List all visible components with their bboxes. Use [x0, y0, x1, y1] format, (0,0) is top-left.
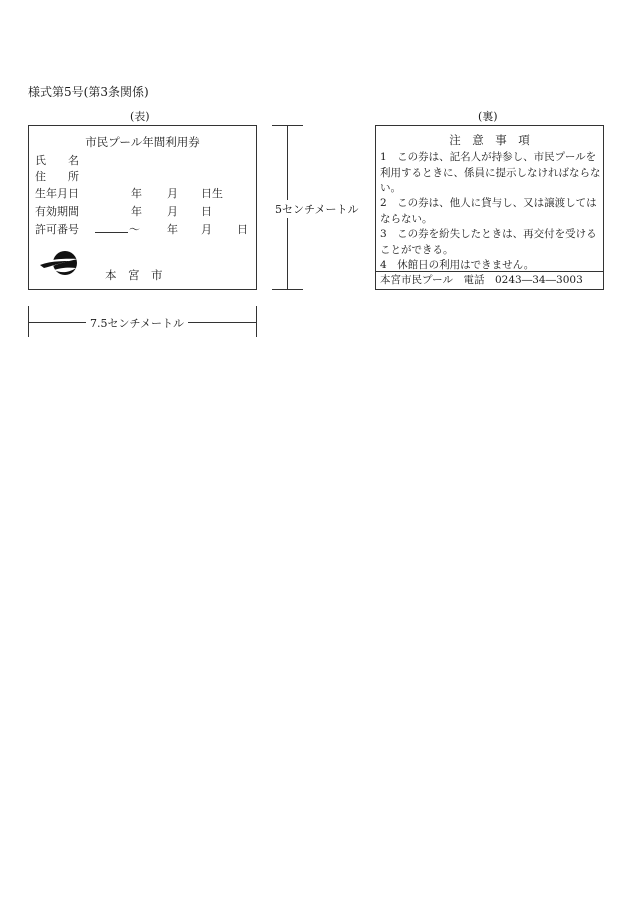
validity-label: 有効期間	[35, 205, 79, 218]
issuer-name: 本 宮 市	[105, 268, 163, 282]
permit-year: 年	[167, 223, 178, 236]
notice-2: 2 この券は、他人に貸与し、又は譲渡してはならない。	[380, 197, 597, 225]
back-card-title: 注 意 事 項	[449, 133, 530, 147]
validity-year: 年	[131, 205, 142, 218]
front-card-title: 市民プール年間利用券	[85, 135, 200, 149]
notice-1: 1 この券は、記名人が持参し、市民プールを利用するときに、係員に提示しなければならない。	[380, 151, 601, 194]
notice-3: 3 この券を紛失したときは、再交付を受けることができる。	[380, 228, 597, 256]
permit-number-blank	[95, 232, 128, 233]
width-dimension-label: 7.5センチメートル	[86, 315, 188, 331]
permit-month: 月	[201, 223, 212, 236]
birth-month: 月	[167, 187, 178, 200]
height-dimension-label: 5センチメートル	[275, 200, 359, 218]
birth-year: 年	[131, 187, 142, 200]
validity-month: 月	[167, 205, 178, 218]
permit-day: 日	[237, 223, 248, 236]
birth-day: 日生	[201, 187, 223, 200]
city-emblem-icon	[34, 248, 80, 280]
front-card	[28, 125, 257, 290]
notice-4: 4 休館日の利用はできません。	[380, 259, 535, 271]
address-label: 住 所	[35, 170, 79, 183]
back-side-label: (裏)	[478, 110, 498, 123]
back-card	[375, 125, 604, 290]
validity-day: 日	[201, 205, 212, 218]
front-side-label: (表)	[130, 110, 150, 123]
permit-label: 許可番号	[35, 223, 79, 236]
birth-label: 生年月日	[35, 187, 79, 200]
contact-line: 本宮市民プール 電話 0243―34―3003	[376, 271, 603, 289]
name-label: 氏 名	[35, 154, 79, 167]
permit-tilde: ～	[129, 223, 140, 236]
form-title: 様式第5号(第3条関係)	[28, 85, 149, 99]
